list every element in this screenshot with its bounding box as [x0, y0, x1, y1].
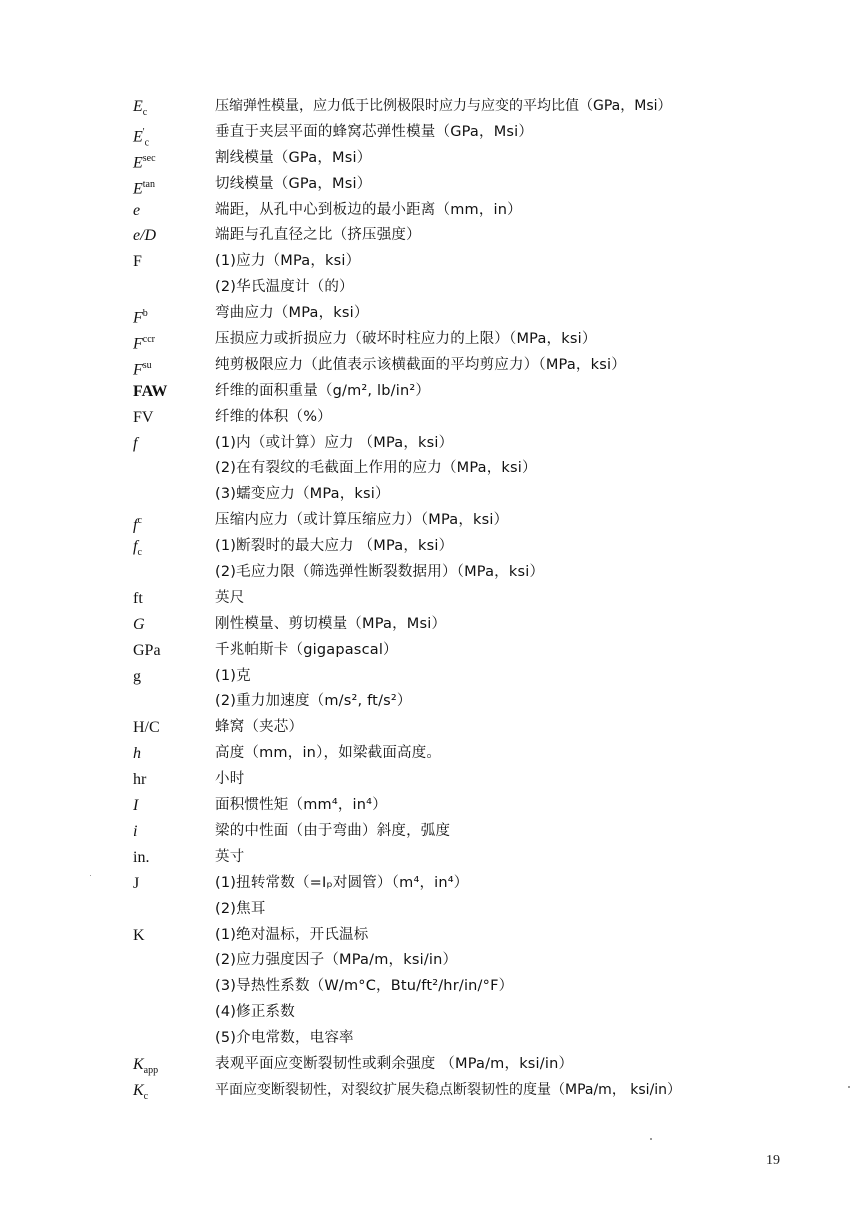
symbol-base: f: [133, 516, 138, 534]
glossary-entry: [133, 327, 833, 353]
entry-description: 面积惯性矩（mm⁴，in⁴）: [215, 797, 387, 814]
symbol-base: ft: [133, 589, 143, 607]
glossary-entry: [133, 638, 833, 664]
glossary-entry: [133, 612, 833, 638]
glossary-entry: [133, 94, 833, 120]
glossary-entry: [133, 223, 833, 249]
symbol-base: E: [133, 128, 143, 146]
scan-speck: [848, 1086, 850, 1088]
glossary-entry: [133, 198, 833, 224]
entry-symbol: [133, 198, 211, 224]
symbol-base: F: [133, 361, 143, 379]
symbol-base: K: [133, 1081, 144, 1099]
glossary-entry: [133, 456, 833, 482]
symbol-base: i: [133, 822, 138, 840]
glossary-entry: [133, 405, 833, 431]
entry-description: (2)焦耳: [215, 900, 266, 917]
symbol-base: f: [133, 434, 138, 452]
entry-description: (1)绝对温标，开氏温标: [215, 926, 369, 943]
entry-description: 梁的中性面（由于弯曲）斜度，弧度: [215, 822, 451, 839]
glossary-entry: [133, 586, 833, 612]
symbol-base: GPa: [133, 641, 161, 659]
symbol-superscript: su: [142, 359, 152, 371]
symbol-subscript: app: [143, 1065, 159, 1077]
symbol-base: I: [133, 797, 139, 815]
symbol-base: E: [133, 154, 143, 172]
symbol-base: g: [133, 667, 141, 685]
symbol-base: f: [133, 538, 138, 556]
symbol-superscript: c: [137, 515, 142, 527]
entry-description: (1)内（或计算）应力 （MPa，ksi）: [215, 434, 454, 451]
symbol-subscript: c: [137, 547, 142, 559]
entry-description: 压损应力或折损应力（破坏时柱应力的上限）（MPa，ksi）: [215, 331, 597, 348]
glossary-entry: [133, 431, 833, 457]
entry-description: (2)重力加速度（m/s², ft/s²）: [215, 693, 412, 710]
entry-symbol: [133, 586, 211, 612]
glossary-entry: [133, 819, 833, 845]
entry-symbol: [133, 741, 211, 767]
glossary-entry: [133, 923, 833, 949]
entry-description: (5)介电常数，电容率: [215, 1030, 354, 1047]
scan-speck: [90, 875, 91, 876]
glossary-entry: [133, 845, 833, 871]
glossary-entry: [133, 275, 833, 301]
glossary-entry: [133, 871, 833, 897]
symbol-base: F: [133, 335, 143, 353]
glossary-entry: [133, 146, 833, 172]
entry-symbol: [133, 638, 211, 664]
symbol-base: E: [133, 180, 143, 197]
symbol-base: E: [133, 98, 143, 115]
symbol-base: in.: [133, 848, 150, 866]
entry-symbol: [133, 715, 211, 741]
glossary-entry: [133, 482, 833, 508]
entry-description: 纯剪极限应力（此值表示该横截面的平均剪应力）（MPa，ksi）: [215, 356, 626, 373]
glossary-entry: [133, 172, 833, 198]
glossary-entry: [133, 664, 833, 690]
symbol-base: F: [133, 309, 143, 327]
entry-description: 垂直于夹层平面的蜂窝芯弹性模量（GPa，Msi）: [215, 123, 534, 140]
glossary-entry: [133, 897, 833, 923]
entry-description: (2)在有裂纹的毛截面上作用的应力（MPa，ksi）: [215, 460, 537, 477]
symbol-base: hr: [133, 771, 147, 789]
symbol-base: FV: [133, 408, 154, 426]
symbol-base: J: [133, 874, 140, 892]
glossary-entry: [133, 249, 833, 275]
symbol-base: K: [133, 926, 145, 944]
entry-description: (1)扭转常数（=Iₚ对圆管）（m⁴，in⁴）: [215, 874, 469, 891]
symbol-base: e: [133, 201, 141, 219]
symbol-base: F: [133, 253, 142, 271]
entry-symbol: [133, 793, 211, 819]
entry-description: 端距与孔直径之比（挤压强度）: [215, 227, 421, 244]
entry-description: 刚性模量、剪切模量（MPa，Msi）: [215, 615, 447, 632]
glossary-entry: [133, 353, 833, 379]
scan-speck: [650, 1138, 652, 1140]
entry-description: 端距，从孔中心到板边的最小距离（mm，in）: [215, 201, 522, 218]
entry-description: 英寸: [215, 848, 245, 865]
symbol-base: K: [133, 1055, 144, 1073]
entry-description: 英尺: [215, 589, 245, 606]
entry-symbol: [133, 379, 211, 405]
symbol-glossary: [133, 94, 833, 1104]
entry-description: 蜂窝（夹芯）: [215, 719, 304, 736]
glossary-entry: [133, 767, 833, 793]
entry-description: 高度（mm，in），如梁截面高度。: [215, 745, 442, 762]
glossary-entry: [133, 1052, 833, 1078]
glossary-entry: [133, 1026, 833, 1052]
symbol-subscript: c: [142, 107, 148, 119]
entry-description: (2)华氏温度计（的）: [215, 279, 354, 296]
glossary-entry: [133, 301, 833, 327]
entry-description: 弯曲应力（MPa，ksi）: [215, 305, 369, 322]
entry-symbol: [133, 819, 211, 845]
entry-description: (4)修正系数: [215, 1004, 295, 1021]
glossary-entry: [133, 974, 833, 1000]
symbol-superscript: ccr: [142, 334, 155, 346]
symbol-base: H/C: [133, 719, 160, 737]
entry-symbol: [133, 431, 211, 457]
symbol-superscript: ': [142, 126, 145, 138]
entry-symbol: [133, 767, 211, 793]
symbol-superscript: tan: [142, 178, 155, 190]
page-number: 19: [766, 1153, 780, 1168]
entry-symbol: [133, 664, 211, 690]
entry-description: (1)克: [215, 667, 251, 684]
glossary-entry: [133, 1000, 833, 1026]
glossary-entry: [133, 715, 833, 741]
symbol-superscript: b: [142, 308, 148, 320]
entry-description: 纤维的面积重量（g/m², lb/in²）: [215, 382, 431, 399]
entry-symbol: [133, 845, 211, 871]
entry-description: 纤维的体积（%）: [215, 408, 332, 425]
symbol-subscript: c: [143, 1091, 149, 1103]
symbol-subscript: c: [144, 137, 150, 149]
entry-description: (2)应力强度因子（MPa/m，ksi/in）: [215, 952, 458, 969]
glossary-entry: [133, 560, 833, 586]
symbol-base: FAW: [133, 382, 168, 400]
symbol-base: e/D: [133, 227, 157, 245]
glossary-entry: [133, 379, 833, 405]
entry-symbol: [133, 223, 211, 249]
entry-symbol: [133, 923, 211, 949]
entry-description: (1)断裂时的最大应力 （MPa，ksi）: [215, 538, 454, 555]
glossary-entry: [133, 689, 833, 715]
entry-symbol: [133, 405, 211, 431]
entry-description: 小时: [215, 771, 245, 788]
entry-description: (1)应力（MPa，ksi）: [215, 253, 361, 270]
glossary-entry: [133, 948, 833, 974]
glossary-entry: [133, 741, 833, 767]
glossary-entry: [133, 508, 833, 534]
symbol-base: h: [133, 745, 141, 763]
glossary-entry: [133, 793, 833, 819]
entry-description: 压缩弹性模量，应力低于比例极限时应力与应变的平均比值（GPa，Msi）: [215, 98, 672, 114]
entry-description: 平面应变断裂韧性，对裂纹扩展失稳点断裂韧性的度量（MPa/m， ksi/in）: [215, 1081, 682, 1098]
glossary-entry: [133, 120, 833, 149]
entry-description: (3)蠕变应力（MPa，ksi）: [215, 486, 390, 503]
entry-description: 割线模量（GPa，Msi）: [215, 149, 372, 166]
entry-symbol: [133, 871, 211, 897]
symbol-superscript: sec: [142, 152, 156, 164]
entry-symbol: [133, 1078, 211, 1110]
entry-description: 千兆帕斯卡（gigapascal）: [215, 641, 398, 658]
entry-description: (3)导热性系数（W/m°C，Btu/ft²/hr/in/°F）: [215, 978, 514, 995]
entry-description: 切线模量（GPa，Msi）: [215, 175, 372, 192]
entry-symbol: [133, 612, 211, 638]
symbol-base: G: [133, 615, 145, 633]
entry-description: 表观平面应变断裂韧性或剩余强度 （MPa/m，ksi/in）: [215, 1055, 574, 1072]
entry-description: 压缩内应力（或计算压缩应力）（MPa，ksi）: [215, 512, 509, 529]
entry-description: (2)毛应力限（筛选弹性断裂数据用）（MPa，ksi）: [215, 564, 545, 581]
glossary-entry: [133, 1078, 833, 1104]
entry-symbol: [133, 249, 211, 275]
glossary-entry: [133, 534, 833, 560]
